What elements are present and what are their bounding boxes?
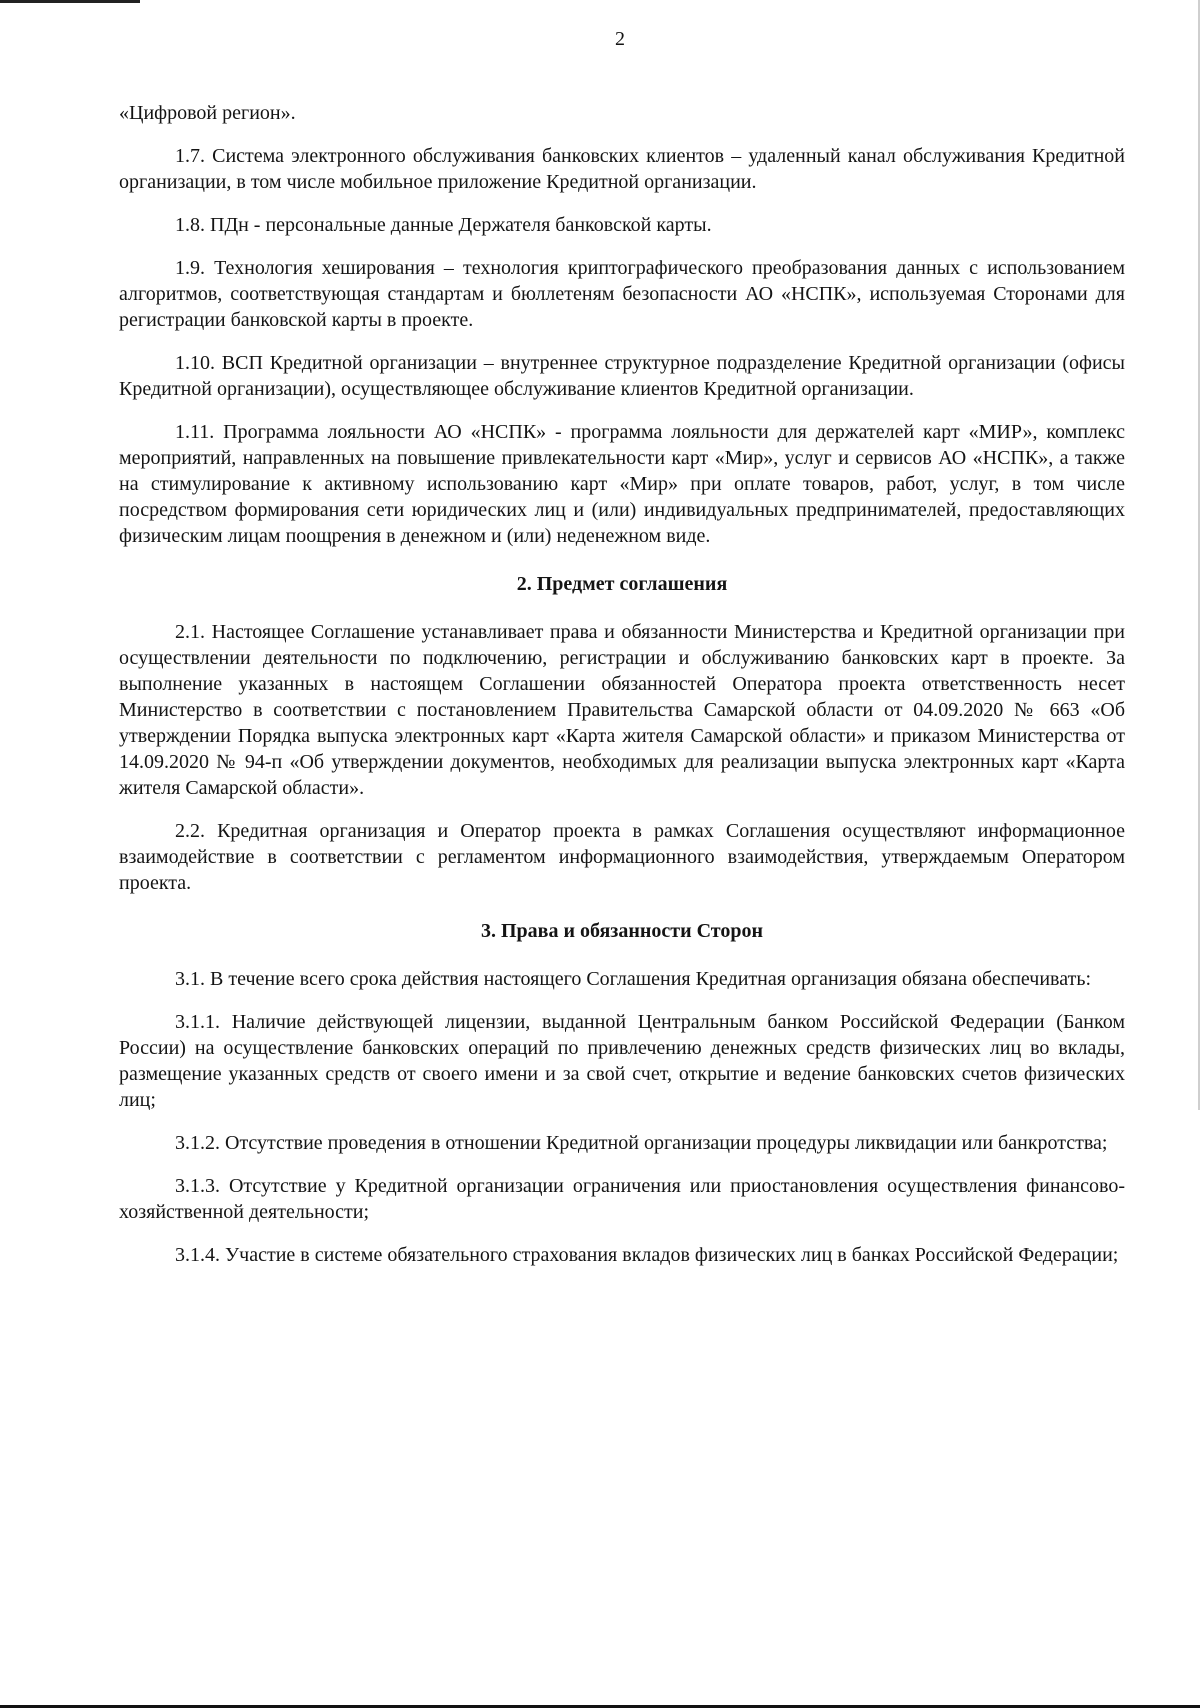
- paragraph-3-1: 3.1. В течение всего срока действия настоящего Соглашения Кредитная организация обязана обеспечивать:: [175, 968, 1092, 990]
- section-2-heading: 2. Предмет соглашения: [516, 573, 728, 595]
- paragraph-3-1-4: 3.1.4. Участие в системе обязательного страхования вкладов физических лиц в банках Российской Федерации;: [175, 1244, 1119, 1266]
- page-number: 2: [615, 28, 625, 50]
- paragraph-2-1: 2.1. Настоящее Соглашение устанавливает права и обязанности Министерства и Кредитной организации при осуществлении деятельности по подключению, регистрации и обслуживанию банковских карт в проекте. За выполнение указанных в настоящем Соглашении обязанностей Оператора проекта ответственность несет Министерство в соответствии с постановлением Правительства Самарской области от 04.09.2020 № 663 «Об утверждении Порядка выпуска электронных карт «Карта жителя Самарской области» и приказом Министерства от 14.09.2020 № 94-п «Об утверждении документов, необходимых для реализации выпуска электронных карт «Карта жителя Самарской области».: [119, 621, 1125, 799]
- paragraph-1-9: 1.9. Технология хеширования – технология криптографического преобразования данных с использованием алгоритмов, соответствующая стандартам и бюллетеням безопасности АО «НСПК», используемая Сторонами для регистрации банковской карты в проекте.: [119, 257, 1125, 331]
- paragraph-3-1-1: 3.1.1. Наличие действующей лицензии, выданной Центральным банком Российской Федерации (Банком России) на осуществление банковских операций по привлечению денежных средств физических лиц во вклады, размещение указанных средств от своего имени и за свой счет, открытие и ведение банковских счетов физических лиц;: [119, 1011, 1125, 1111]
- scan-top-edge-mark: [0, 0, 140, 3]
- paragraph-3-1-3: 3.1.3. Отсутствие у Кредитной организации ограничения или приостановления осуществления финансово-хозяйственной деятельности;: [119, 1175, 1125, 1223]
- paragraph-continuation: «Цифровой регион».: [119, 102, 296, 124]
- paragraph-3-1-2: 3.1.2. Отсутствие проведения в отношении Кредитной организации процедуры ликвидации или банкротства;: [175, 1132, 1108, 1154]
- paragraph-1-7: 1.7. Система электронного обслуживания банковских клиентов – удаленный канал обслуживания Кредитной организации, в том числе мобильное приложение Кредитной организации.: [119, 145, 1125, 193]
- paragraph-2-2: 2.2. Кредитная организация и Оператор проекта в рамках Соглашения осуществляют информационное взаимодействие в соответствии с регламентом информационного взаимодействия, утверждаемым Оператором проекта.: [119, 820, 1125, 894]
- document-body: [119, 100, 1125, 1268]
- paragraph-1-11: 1.11. Программа лояльности АО «НСПК» - программа лояльности для держателей карт «МИР», комплекс мероприятий, направленных на повышение привлекательности карт «Мир», услуг и сервисов АО «НСПК», а также на стимулирование к активному использованию карт «Мир» при оплате товаров, работ, услуг, в том числе посредством формирования сети юридических лиц и (или) индивидуальных предпринимателей, предоставляющих физическим лицам поощрения в денежном и (или) неденежном виде.: [119, 421, 1125, 547]
- paragraph-1-10: 1.10. ВСП Кредитной организации – внутреннее структурное подразделение Кредитной организации (офисы Кредитной организации), осуществляющее обслуживание клиентов Кредитной организации.: [119, 352, 1125, 400]
- paragraph-1-8: 1.8. ПДн - персональные данные Держателя банковской карты.: [175, 214, 712, 236]
- section-3-heading: 3. Права и обязанности Сторон: [480, 920, 764, 942]
